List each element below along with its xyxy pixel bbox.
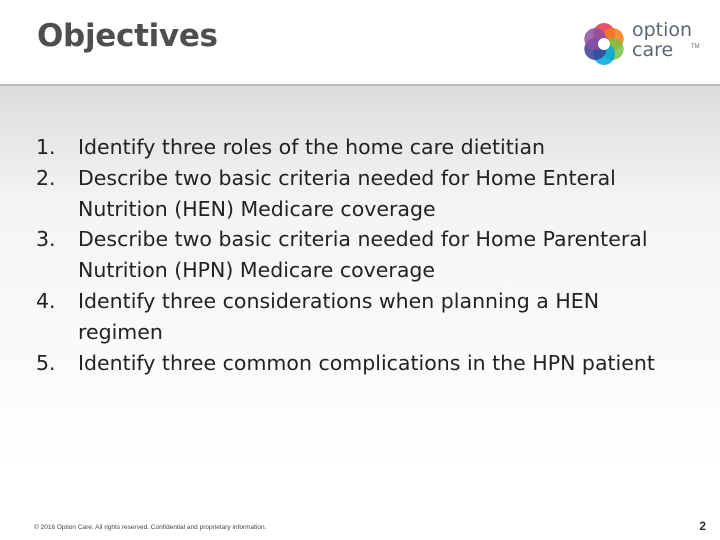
- objective-number: 4.: [36, 288, 56, 313]
- slide-title: Objectives: [37, 18, 218, 54]
- logo-line-care: care: [632, 39, 674, 61]
- objective-number: 1.: [36, 135, 56, 159]
- objective-item: [36, 286, 686, 348]
- objective-item: [36, 163, 686, 225]
- objective-text: Identify three roles of the home care dietitian: [78, 135, 546, 159]
- objectives-list: [36, 132, 686, 378]
- logo-flower-icon: [578, 18, 630, 70]
- page-number: 2: [699, 519, 706, 533]
- logo-wordmark: [632, 20, 692, 60]
- logo-line-option: option: [632, 19, 693, 41]
- objective-number: 2.: [36, 165, 56, 190]
- objective-item: [36, 132, 686, 163]
- logo-center: [598, 38, 610, 50]
- option-care-logo: [578, 18, 708, 70]
- copyright-footer: © 2016 Option Care. All rights reserved. Confidential and proprietary information.: [34, 524, 267, 531]
- objective-item: [36, 348, 686, 379]
- objective-text: Identify three common complications in the HPN patient: [78, 350, 655, 375]
- objective-number: 3.: [36, 227, 56, 252]
- objective-item: [36, 224, 686, 286]
- logo-trademark: TM: [691, 44, 700, 50]
- slide-header: [0, 0, 720, 86]
- objective-text: Identify three considerations when planning a HEN regimen: [78, 288, 600, 344]
- objective-text: Describe two basic criteria needed for Home Enteral Nutrition (HEN) Medicare coverage: [78, 165, 616, 221]
- objective-text: Describe two basic criteria needed for Home Parenteral Nutrition (HPN) Medicare coverage: [78, 227, 648, 283]
- objective-number: 5.: [36, 350, 56, 375]
